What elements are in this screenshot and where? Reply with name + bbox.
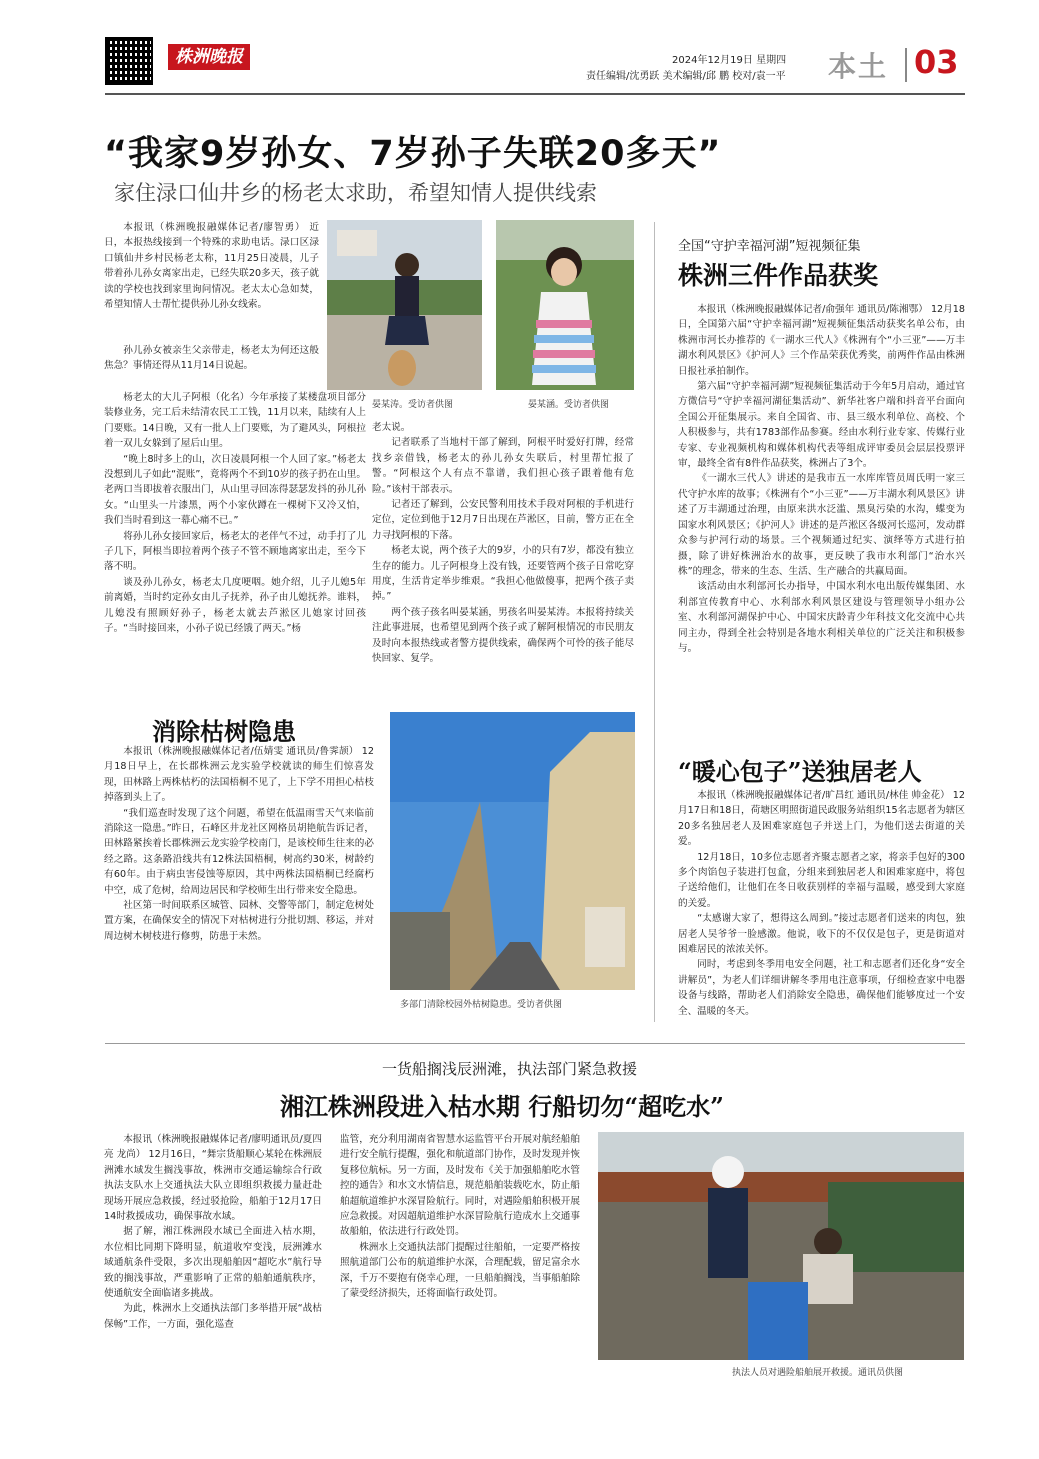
qr-code[interactable] (105, 37, 153, 85)
paper-name: 株洲晚报 (175, 47, 243, 67)
paragraph: 两个孩子孩名叫晏某涵，男孩名叫晏某涛。本报将持续关注此事进展，也希望见到两个孩子或了解阿根情况的市民朋友及时向本报热线或者警方提供线索，确保两个可怜的孩子能尽快回家、复学。 (372, 606, 634, 665)
photo-trees (390, 712, 635, 990)
section-divider (905, 48, 907, 82)
photo-rescue-caption: 执法人员对遇险船舶展开救援。通讯员供图 (732, 1368, 904, 1378)
photo-trees-image (390, 712, 635, 990)
paragraph: “我们巡查时发现了这个问题，希望在低温雨雪天气来临前消除这一隐患。”昨日，石峰区井龙社区网格员胡艳航告诉记者，田林路紧挨着长郡株洲云龙实验学校南门，是该校师生往来的必经之路。这条路沿线共有12株法国梧桐，树高约30米，树龄约有60年。由于病虫害侵蚀等原因，其中两株法国梧桐已经腐朽中空，成了危树，给周边居民和学校师生出行带来安全隐患。 (104, 807, 374, 896)
paragraph: 杨老太的大儿子阿根（化名）今年承接了某楼盘项目部分装修业务，完工后未结清农民工工钱，11月以来，陆续有人上门要账。14日晚，又有一批人上门要账，为了避风头，阿根拉着一双儿女躲到了屋后山里。 (104, 392, 366, 450)
paragraph: 本报讯（株洲晚报融媒体记者/廖明通讯员/夏四亮 龙尚） 12月16日，“舞宗货船顺心某轮在株洲辰洲滩水域发生搁浅事故，株洲市交通运输综合行政执法支队水上交通执法大队立即组织救援力量赶赴现场开展应急救援，经过驳抢险，船舶于12月17日14时救援成功，确保事故水域。 (104, 1134, 322, 1223)
story5-kicker: 一货船搁浅辰洲滩，执法部门紧急救援 (382, 1060, 638, 1078)
column-divider (654, 222, 655, 1022)
story4-headline: “暖心包子”送独居老人 (678, 757, 922, 786)
photo-trees-caption: 多部门清除校园外枯树隐患。受访者供图 (400, 1000, 563, 1010)
photo-girl (496, 220, 634, 390)
paragraph: 12月18日，10多位志愿者齐聚志愿者之家，将亲手包好的300多个肉馅包子装进打包盒，分组来到独居老人和困难家庭中，将包子送给他们，让他们在冬日收获别样的幸福与温暖，感受到大家庭的关爱。 (678, 851, 965, 909)
masthead-rule (105, 93, 965, 95)
photo-rescue (598, 1132, 964, 1360)
paragraph: “晚上8时多上的山，次日凌晨阿根一个人回了家。”杨老太没想到儿子如此“混账”，竟将两个不到10岁的孩子扔在山里。老两口当即拔着衣服出门，从山里寻回冻得瑟瑟发抖的孙儿孙女。“山里头一片漆黑，两个小家伙蹲在一棵树下又冷又怕，我们当时看到这一幕心痛不已。” (104, 453, 366, 527)
story1-col1-wide (104, 390, 366, 637)
paragraph: 该活动由水利部河长办指导，中国水利水电出版传媒集团、水利部宣传教育中心、水利部水利风景区建设与管理领导小组办公室、水利部河湖保护中心、中国宋庆龄青少年科技文化交流中心共同主办，得到全社会特别是各地水利相关单位的广泛关注和积极参与。 (678, 581, 965, 654)
paragraph: 本报讯（株洲晚报融媒体记者/俞强年 通讯员/陈湘鄂） 12月18日，全国第六届“守护幸福河湖”短视频征集活动获奖名单公布，由株洲市河长办推荐的《一湖水三代人》《株洲有个“小三亚”——万丰湖水利风景区》《护河人》三个作品荣获优秀奖，前两件作品由株洲日报社承拍制作。 (678, 304, 965, 377)
story1-col1-lower (104, 343, 319, 374)
story3-headline: 消除枯树隐患 (152, 717, 296, 746)
paragraph: 老太说。 (372, 422, 411, 433)
photo-girl-caption: 晏某涵。受访者供图 (528, 400, 610, 410)
editor-credits: 责任编辑/沈勇跃 美术编辑/邱 鹏 校对/袁一平 (586, 71, 786, 82)
story2-body (678, 302, 965, 656)
paragraph: 株洲水上交通执法部门提醒过往船舶，一定要严格按照航道部门公布的航道维护水深，合理配载，留足富余水深，千万不要抱有侥幸心理，一旦船舶搁浅，当事船舶除了蒙受经济损失，还将面临行政处罚。 (340, 1241, 580, 1300)
story1-col2 (372, 420, 634, 667)
photo-boy-caption: 晏某涛。受访者供图 (372, 400, 454, 410)
story5-col1 (104, 1132, 322, 1332)
paragraph: 第六届“守护幸福河湖”短视频征集活动于今年5月启动，通过官方微信号“守护幸福河湖征集活动”、新华社客户端和抖音平台面向全国公开征集展示。来自全国省、市、县三级水利单位、高校、个人积极参与，共有1783部作品参赛。经由水利行业专家、传媒行业专家、专业视频机构和媒体机构代表等组成评审委员会层层投票评审，最终全省有8件作品获奖，株洲占了3个。 (678, 381, 965, 470)
paragraph: 监管，充分利用湖南省智慧水运监管平台开展对航经船舶进行安全航行提醒，强化和航道部门协作，及时发现并恢复移位航标。另一方面，及时发布《关于加强船舶吃水管控的通告》和水文水情信息，规范船舶装载吃水，防止船舶超航道维护水深冒险航行。同时，对遇险船舶积极开展应急救援。对因超航道维护水深冒险航行造成水上交通事故船舶，依法进行行政处罚。 (340, 1134, 580, 1238)
paragraph: “太感谢大家了，想得这么周到。”接过志愿者们送来的肉包，独居老人吴爷爷一脸感激。他说，收下的不仅仅是包子，更是街道对困难居民的浓浓关怀。 (678, 913, 965, 956)
story2-kicker: 全国“守护幸福河湖”短视频征集 (678, 239, 861, 254)
photo-boy (327, 220, 482, 390)
paragraph: 记者联系了当地村干部了解到，阿根平时爱好打牌，经常找乡亲借钱，杨老太的孙儿孙女失联后，村里帮忙报了警。“阿根这个人有点不靠谱，我们担心孩子跟着他有危险。”该村干部表示。 (372, 437, 634, 495)
paragraph: 本报讯（株洲晚报融媒体记者/旷昌红 通讯员/林佳 帅金花） 12月17日和18日，荷塘区明照街道民政服务站组织15名志愿者为辖区20多名独居老人及困难家庭包子并送上门，为他们送去街道的关爱。 (678, 790, 965, 848)
story1-col1 (104, 220, 319, 312)
paragraph: 将孙儿孙女接回家后，杨老太的老伴气不过，动手打了儿子几下，阿根当即拉着两个孩子不管不顾地离家出走，至今下落不明。 (104, 530, 366, 573)
paragraph: 本报讯（株洲晚报融媒体记者/廖智勇） 近日，本报热线接到一个特殊的求助电话。渌口区渌口镇仙井乡村民杨老太称，11月25日凌晨，儿子带着孙儿孙女离家出走，已经失联20多天，孩子就读的学校也找到家里询问情况。老太太心急如焚，希望知情人士帮忙提供孙儿孙女线索。 (104, 222, 319, 311)
paragraph: 据了解，湘江株洲段水域已全面进入枯水期，水位相比同期下降明显，航道收窄变浅，辰洲滩水域通航条件受限，多次出现船舶因“超吃水”航行导致的搁浅事故，严重影响了正常的船舶通航秩序，使通航安全面临诸多挑战。 (104, 1226, 322, 1300)
photo-boy-image (327, 220, 482, 390)
paragraph: 孙儿孙女被亲生父亲带走，杨老太为何还这般焦急？事情还得从11月14日说起。 (104, 345, 319, 372)
story1-subhead: 家住渌口仙井乡的杨老太求助，希望知情人提供线索 (114, 181, 597, 205)
story3-body (104, 744, 374, 944)
paragraph: 记者还了解到，公安民警利用技术手段对阿根的手机进行定位，定位到他于12月7日出现在芦淞区，目前，警方正在全力寻找阿根的下落。 (372, 499, 634, 541)
paragraph: 《一湖水三代人》讲述的是我市五一水库库管员周氏明一家三代守护水库的故事；《株洲有个“小三亚”——万丰湖水利风景区》讲述了万丰湖通过治理，由原来洪水泛滥、黑臭污染的水沟，蝶变为国家水利风景区；《护河人》讲述的是芦淞区各级河长巡河，发动群众参与护河行动的场景。三个视频通过纪实、演绎等方式进行拍摄，除了讲好株洲治水的故事，更反映了我市水利部门“治水兴株”的理念，带来的生态、生活、生产融合的共赢局面。 (678, 473, 965, 577)
story1-headline: “我家9岁孙女、7岁孙子失联20多天” (104, 134, 722, 174)
paragraph: 谈及孙儿孙女，杨老太几度哽咽。她介绍，儿子儿媳5年前离婚，当时约定孙女由儿子抚养，孙子由儿媳抚养。谁料，儿媳没有照顾好孙子，杨老太就去芦淞区儿媳家讨回孩子。“当时接回来，小孙子说已经饿了两天。”杨 (104, 576, 366, 635)
section-divider-horizontal (105, 1043, 965, 1044)
story5-col2 (340, 1132, 580, 1301)
paper-logo (168, 44, 250, 70)
paragraph: 同时，考虑到冬季用电安全问题，社工和志愿者们还化身“安全讲解员”，为老人们详细讲解冬季用电注意事项，仔细检查家中电器设备与线路，帮助老人们消除安全隐患，确保他们能够度过一个安全、温暖的冬天。 (678, 959, 965, 1017)
paragraph: 为此，株洲水上交通执法部门多举措开展“战枯保畅”工作，一方面，强化巡查 (104, 1303, 322, 1330)
paragraph: 杨老太说，两个孩子大的9岁，小的只有7岁，都没有独立生存的能力。儿子阿根身上没有钱，还要管两个孩子日常吃穿用度，生活肯定举步维艰。“我担心他做傻事，把两个孩子卖掉。” (372, 545, 634, 603)
section-name: 本土 (828, 50, 889, 83)
story4-body (678, 788, 965, 1019)
paragraph: 社区第一时间联系区城管、园林、交警等部门，制定危树处置方案，在确保安全的情况下对枯树进行分批切割、移运，并对周边树木树枝进行修剪，防患于未然。 (104, 900, 374, 942)
story5-headline: 湘江株洲段进入枯水期 行船切勿“超吃水” (280, 1092, 724, 1121)
photo-rescue-image (598, 1132, 964, 1360)
issue-date: 2024年12月19日 星期四 (672, 55, 787, 66)
paragraph: 本报讯（株洲晚报融媒体记者/伍婧雯 通讯员/鲁霁颉） 12月18日早上，在长郡株洲云龙实验学校就读的师生们惊喜发现，田林路上两株枯朽的法国梧桐不见了，上下学不用担心枯枝掉落到头上了。 (104, 746, 374, 804)
story2-headline: 株洲三件作品获奖 (678, 261, 879, 290)
page-number: 03 (914, 43, 959, 81)
photo-girl-image (496, 220, 634, 390)
